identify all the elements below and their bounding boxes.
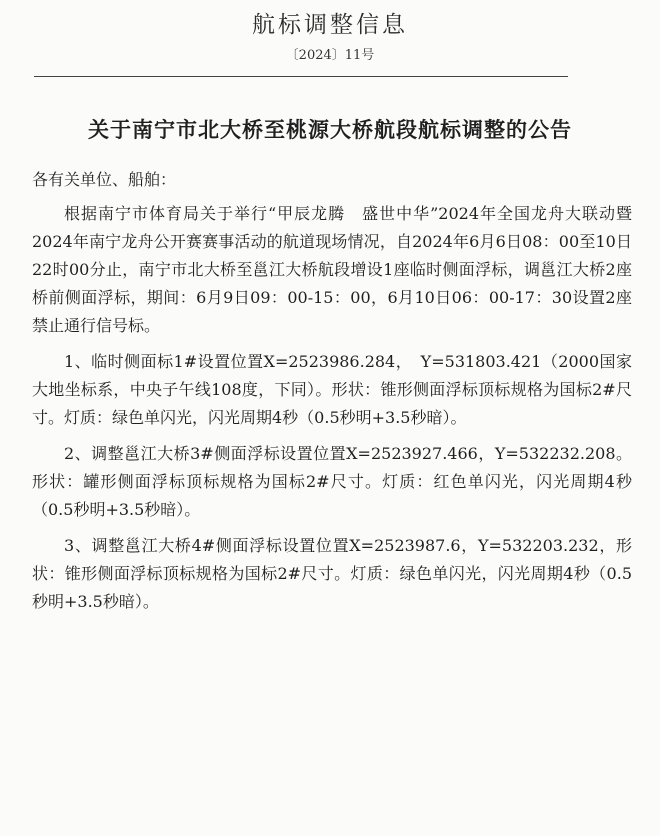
salutation: 各有关单位、船舶： (32, 170, 177, 189)
paragraph-item-2: 2、调整邕江大桥3#侧面浮标设置位置X=2523927.466，Y=532232.208。形状：罐形侧面浮标顶标规格为国标2#尺寸。灯质：红色单闪光，闪光周期4秒（0.5秒明+3.5秒暗）。 (32, 444, 632, 519)
notice-title: 关于南宁市北大桥至桃源大桥航段航标调整的公告 (88, 117, 572, 142)
notice-body (32, 166, 632, 616)
issue-number: 〔2024〕11号 (285, 48, 375, 63)
paragraph-item-3: 3、调整邕江大桥4#侧面浮标设置位置X=2523987.6，Y=532203.232，形状：锥形侧面浮标顶标规格为国标2#尺寸。灯质：绿色单闪光，闪光周期4秒（0.5秒明+3.5秒暗）。 (32, 536, 632, 611)
header-divider (34, 76, 568, 77)
paragraph-intro: 根据南宁市体育局关于举行“甲辰龙腾 盛世中华”2024年全国龙舟大联动暨2024年南宁龙舟公开赛赛事活动的航道现场情况，自2024年6月6日08：00至10日22时00分止，南宁市北大桥至邕江大桥航段增设1座临时侧面浮标，调邕江大桥2座桥前侧面浮标，期间：6月9日09：00-15：00，6月10日06：00-17：30设置2座禁止通行信号标。 (32, 204, 632, 335)
paragraph-item-1: 1、临时侧面标1#设置位置X=2523986.284， Y=531803.421（2000国家大地坐标系，中央子午线108度，下同）。形状：锥形侧面浮标顶标规格为国标2#尺寸。灯质：绿色单闪光，闪光周期4秒（0.5秒明+3.5秒暗）。 (32, 352, 632, 427)
header-title: 航标调整信息 (252, 12, 408, 38)
